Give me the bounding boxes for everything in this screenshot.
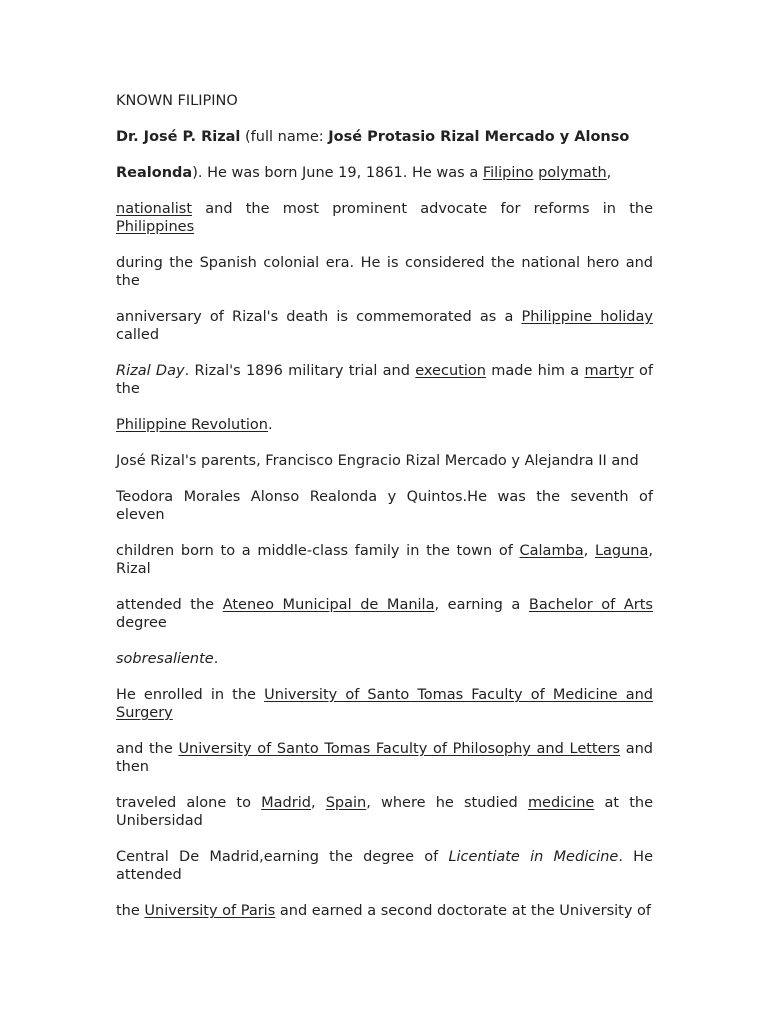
text-run: Central De Madrid,earning the degree of — [116, 849, 449, 865]
link[interactable]: Ateneo Municipal de Manila — [222, 597, 435, 613]
paragraph — [116, 254, 653, 290]
text-run: (full name: — [240, 129, 329, 145]
link[interactable]: Spain — [325, 795, 367, 811]
text-run: José Rizal's parents, Francisco Engracio Rizal Mercado y Alejandra II and — [116, 453, 639, 469]
text-run: , — [310, 795, 326, 811]
paragraph — [116, 848, 653, 884]
paragraph — [116, 650, 653, 668]
link[interactable]: Calamba — [519, 543, 584, 559]
text-run: the — [116, 903, 145, 919]
text-run: and then — [116, 741, 654, 775]
text-run: . — [267, 417, 273, 433]
text-run: children born to a middle-class family in the town of — [116, 543, 520, 559]
paragraph — [116, 362, 653, 398]
text-run: at the Unibersidad — [116, 795, 654, 829]
document-page — [116, 92, 653, 938]
bold-text: Dr. José P. Rizal — [116, 129, 241, 145]
text-run: , where he studied — [366, 795, 528, 811]
paragraph — [116, 740, 653, 776]
text-run: , Rizal — [116, 543, 653, 577]
italic-text: sobresaliente — [116, 651, 214, 667]
paragraph — [116, 488, 653, 524]
link[interactable]: University of Santo Tomas Faculty of Philosophy and Letters — [178, 741, 621, 757]
link[interactable]: University of Paris — [144, 903, 276, 919]
link[interactable]: execution — [415, 363, 486, 379]
link[interactable]: martyr — [584, 363, 634, 379]
italic-text: Licentiate in Medicine — [448, 849, 619, 865]
text-run: and earned a second doctorate at the University of — [275, 903, 652, 919]
link[interactable]: polymath — [538, 165, 607, 181]
bold-text: Realonda — [116, 165, 193, 181]
text-run: Teodora Morales Alonso Realonda y Quintos.He was the seventh of eleven — [116, 489, 653, 523]
paragraph — [116, 596, 653, 632]
link[interactable]: Bachelor of Arts — [528, 597, 653, 613]
paragraph — [116, 164, 653, 182]
link[interactable]: Philippine Revolution — [116, 417, 268, 433]
paragraph — [116, 686, 653, 722]
text-run: . Rizal's 1896 military trial and — [184, 363, 416, 379]
link[interactable]: Philippine holiday — [521, 309, 653, 325]
text-run: , earning a — [434, 597, 529, 613]
link[interactable]: Philippines — [116, 219, 195, 235]
text-run: , — [583, 543, 595, 559]
italic-text: Rizal Day — [116, 363, 185, 379]
link[interactable]: Madrid — [261, 795, 311, 811]
link[interactable]: Filipino — [482, 165, 534, 181]
link[interactable]: medicine — [527, 795, 595, 811]
paragraph — [116, 902, 653, 920]
link[interactable]: Laguna — [594, 543, 649, 559]
text-run: made him a — [485, 363, 585, 379]
text-run: called — [116, 327, 160, 343]
text-run: anniversary of Rizal's death is commemorated as a — [116, 309, 522, 325]
paragraph — [116, 794, 653, 830]
text-run: of the — [116, 363, 653, 397]
text-run: traveled alone to — [116, 795, 262, 811]
paragraph — [116, 416, 653, 434]
text-run: . — [213, 651, 219, 667]
paragraph — [116, 308, 653, 344]
link[interactable]: University of Santo Tomas Faculty of Medicine and Surgery — [116, 687, 653, 721]
bold-text: José Protasio Rizal Mercado y Alonso — [328, 129, 630, 145]
text-run: attended the — [116, 597, 223, 613]
text-run: , — [606, 165, 612, 181]
text-run: degree — [116, 615, 167, 631]
text-run: and the most prominent advocate for reforms in the — [192, 201, 653, 217]
text-run: ). He was born June 19, 1861. He was a — [192, 165, 483, 181]
paragraph — [116, 452, 653, 470]
text-run: . He attended — [116, 849, 654, 883]
text-run: and the — [116, 741, 179, 757]
paragraph — [116, 128, 653, 146]
document-body — [116, 128, 653, 920]
paragraph — [116, 542, 653, 578]
document-title: KNOWN FILIPINO — [116, 93, 238, 109]
text-run: He enrolled in the — [116, 687, 265, 703]
paragraph — [116, 200, 653, 236]
link[interactable]: nationalist — [116, 201, 193, 217]
text-run: during the Spanish colonial era. He is considered the national hero and the — [116, 255, 653, 289]
